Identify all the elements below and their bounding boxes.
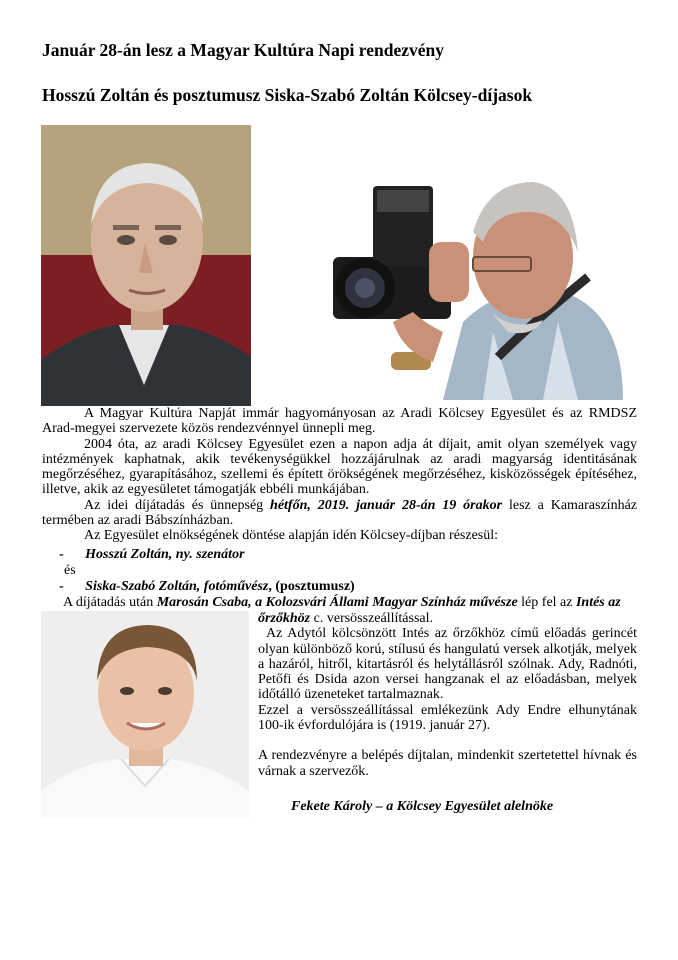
photo-photographer-siska-szabo bbox=[333, 172, 629, 400]
event-location: lesz a Kamaraszínház termében az aradi Bábszínházban. bbox=[42, 497, 637, 529]
performer-separator: , bbox=[248, 595, 256, 610]
performance-title-part2: őrzőkhöz bbox=[258, 611, 311, 626]
performer-theatre: a Kolozsvári Állami Magyar Színház művésze bbox=[255, 595, 518, 610]
performer-name: Marosán Csaba bbox=[156, 595, 249, 610]
portrait-photo-marosan-csaba bbox=[41, 611, 249, 818]
paragraph-ady-anniversary: Ezzel a versösszeállítással emlékezünk Ady Endre elhunytának 100-ik évfordulójára is (1919. január 27). bbox=[258, 702, 637, 734]
performance-suffix: c. versösszeállítással. bbox=[310, 611, 433, 626]
performance-title-part1: Intés az bbox=[575, 595, 621, 610]
paragraph-performance-description: Az Adytól kölcsönzött Intés az őrzőkhöz című előadás gerincét olyan különböző korú, stílusú és hangulatú versek alkotják, melyek a hazáról, hitről, kitartásról és helytállásról szólnak. Ady, Radnóti, Petőfi és Dsida azon versei hangzanak el az előadásban, melyek időtálló üzeneteket tartalmaznak. bbox=[258, 626, 637, 703]
list-bullet: - bbox=[59, 579, 64, 594]
list-bullet: - bbox=[59, 547, 64, 562]
performance-title-line bbox=[258, 611, 637, 626]
paragraph-event-time bbox=[42, 498, 637, 529]
event-date: hétfőn, 2019. január 28-án 19 órakor bbox=[270, 497, 503, 513]
paragraph-intro: A Magyar Kultúra Napját immár hagyományosan az Aradi Kölcsey Egyesület és az RMDSZ Arad-megyei szervezete közös rendezvénnyel ünnepli meg. bbox=[42, 406, 637, 437]
right-column-text bbox=[258, 611, 637, 779]
awardee-2 bbox=[59, 579, 355, 595]
paragraph-decision: Az Egyesület elnökségének döntése alapján idén Kölcsey-díjban részesül: bbox=[84, 528, 499, 544]
awardee-1-name: Hosszú Zoltán, ny. szenátor bbox=[85, 547, 245, 562]
performance-lead: A díjátadás után bbox=[63, 595, 157, 610]
paragraph-admission: A rendezvényre a belépés díjtalan, mindenkit szertetettel hívnak és várnak a szervezők. bbox=[258, 748, 637, 779]
signature: Fekete Károly – a Kölcsey Egyesület alelnöke bbox=[291, 799, 554, 814]
awardee-2-note: , (posztumusz) bbox=[268, 579, 355, 594]
intro-text-block bbox=[42, 406, 637, 544]
awardee-2-name: Siska-Szabó Zoltán, fotóművész bbox=[85, 579, 269, 594]
headline: Január 28-án lesz a Magyar Kultúra Napi rendezvény bbox=[42, 40, 445, 60]
subheadline: Hosszú Zoltán és posztumusz Siska-Szabó Zoltán Kölcsey-díjasok bbox=[42, 85, 533, 105]
event-time-lead: Az idei díjátadás és ünnepség bbox=[84, 497, 271, 513]
portrait-photo-hosszu-zoltan bbox=[41, 125, 251, 406]
portrait-illustration bbox=[41, 125, 251, 406]
paragraph-awards-history: 2004 óta, az aradi Kölcsey Egyesület ezen a napon adja át díjait, amit olyan személyek vagy intézmények kaphatnak, akik tevékenységükkel hozzájárulnak az aradi magyarság identitásának megőrzéséhez, gyarapításához, szellemi és épített örökségének megőrzéséhez, kisközösségek építéséhez, illetve, akik az egyesületet támogatják ebbéli munkájában. bbox=[42, 436, 637, 498]
performance-intro-line bbox=[63, 595, 637, 611]
photographer-illustration bbox=[333, 172, 629, 400]
awardee-1 bbox=[59, 547, 245, 563]
conjunction-and: és bbox=[64, 563, 76, 578]
performance-mid: lép fel az bbox=[517, 595, 576, 610]
young-man-illustration bbox=[41, 611, 249, 818]
